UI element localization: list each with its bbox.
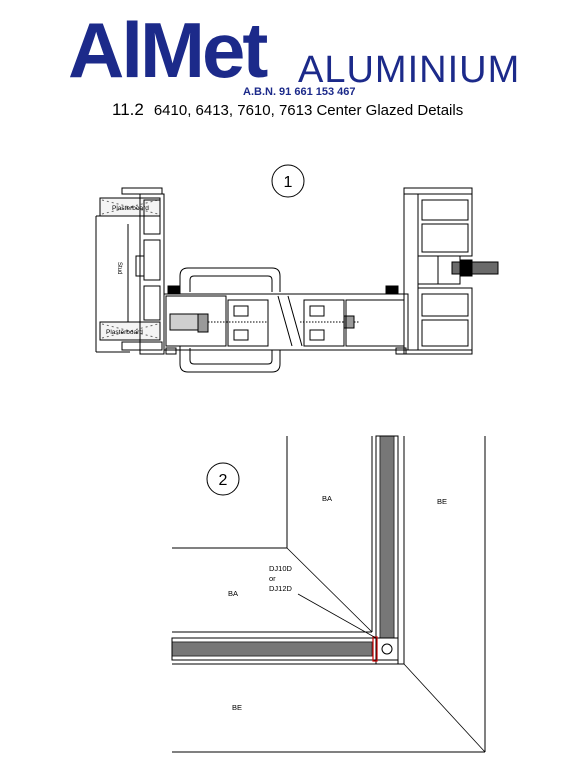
corner-joiner: [376, 638, 398, 660]
plasterboard-bottom-label: Plasterboard: [106, 329, 143, 336]
section-number: 11.2: [112, 100, 144, 119]
dj-leader-line: [298, 594, 376, 638]
stud-label: Stud: [116, 262, 122, 275]
dj-label-line-3: DJ12D: [269, 584, 292, 593]
dj-label-line-2: or: [269, 574, 276, 583]
detail-1-number: 1: [283, 174, 293, 191]
logo-wordmark: AlMet: [68, 6, 266, 94]
detail-1: [96, 165, 498, 372]
section-title: 6410, 6413, 7610, 7613 Center Glazed Details: [153, 102, 464, 119]
dj-label-line-1: DJ10D: [269, 564, 292, 573]
center-glazing-section: [164, 286, 408, 354]
logo-subtitle: ALUMINIUM: [298, 49, 521, 91]
plasterboard-top-label: Plasterboard: [112, 205, 149, 212]
be-right-label: BE: [437, 497, 448, 506]
abn-number: A.B.N. 91 661 153 467: [243, 86, 356, 98]
be-bottom-label: BE: [232, 703, 243, 712]
right-frame-profile: [404, 188, 498, 354]
detail-2: [172, 436, 485, 752]
ba-top-label: BA: [322, 494, 333, 503]
ba-left-label: BA: [228, 589, 239, 598]
detail-2-number: 2: [218, 472, 228, 489]
plasterboard-top: [100, 198, 160, 216]
plasterboard-bottom: [100, 322, 160, 340]
